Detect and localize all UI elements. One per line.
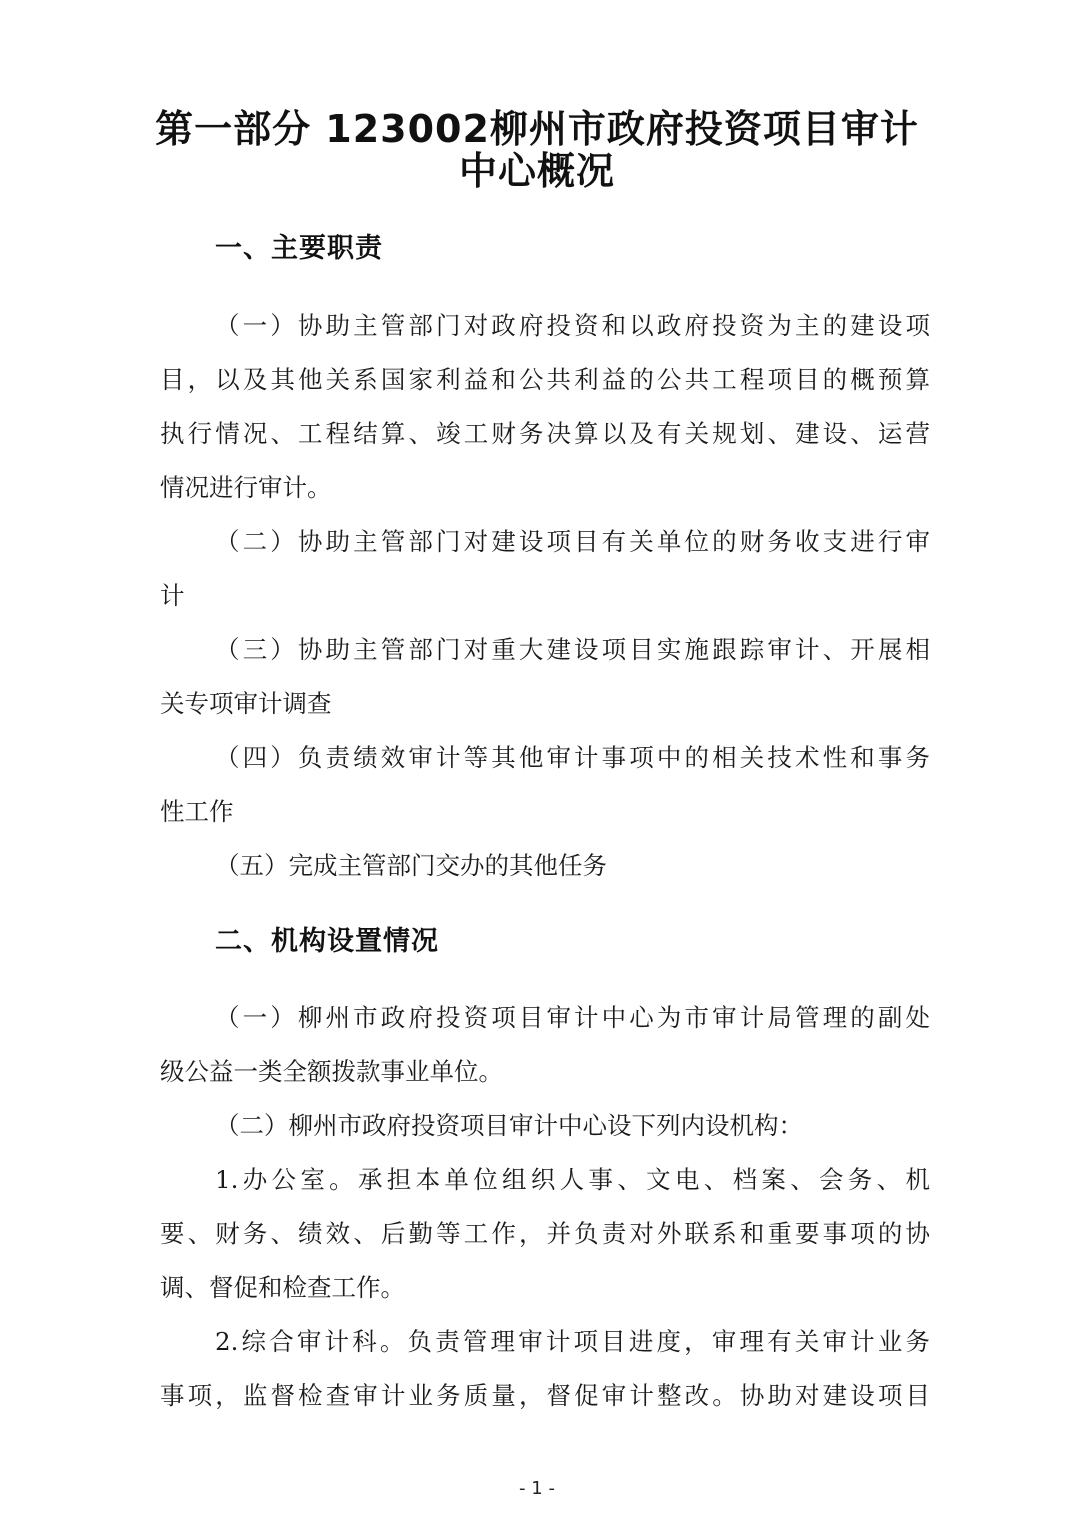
text-line: 计 (160, 581, 185, 610)
text-line: （三）协助主管部门对重大建设项目实施跟踪审计、开展相 (215, 635, 930, 664)
text-line: （一）柳州市政府投资项目审计中心为市审计局管理的副处 (215, 1003, 930, 1032)
text-line: 执行情况、工程结算、竣工财务决算以及有关规划、建设、运营 (160, 419, 930, 448)
text-line: 级公益一类全额拨款事业单位。 (160, 1057, 503, 1086)
section-heading-main-duties: 一、主要职责 (215, 233, 383, 264)
text-line: （一）协助主管部门对政府投资和以政府投资为主的建设项 (215, 311, 930, 340)
page-title-continued: 中心概况 (458, 149, 615, 193)
text-line: 情况进行审计。 (160, 473, 332, 502)
text-line: 1.办公室。承担本单位组织人事、文电、档案、会务、机 (215, 1165, 930, 1194)
text-line: （二）柳州市政府投资项目审计中心设下列内设机构： (215, 1111, 803, 1140)
text-line: 调、督促和检查工作。 (160, 1273, 405, 1302)
paragraph-duty-1 (160, 299, 930, 515)
paragraph-org-2 (160, 1099, 930, 1153)
paragraph-org-1 (160, 991, 930, 1099)
text-line: 性工作 (160, 797, 234, 826)
text-line: 要、财务、绩效、后勤等工作，并负责对外联系和重要事项的协 (160, 1219, 930, 1248)
paragraph-duty-2 (160, 515, 930, 623)
page-title: 第一部分 123002柳州市政府投资项目审计 (155, 107, 919, 151)
paragraph-duty-4 (160, 731, 930, 839)
paragraph-duty-3 (160, 623, 930, 731)
text-line: 关专项审计调查 (160, 689, 332, 718)
text-line: （四）负责绩效审计等其他审计事项中的相关技术性和事务 (215, 743, 930, 772)
text-line: 目，以及其他关系国家利益和公共利益的公共工程项目的概预算 (160, 365, 930, 394)
paragraph-duty-5 (160, 839, 930, 893)
text-line: 事项，监督检查审计业务质量，督促审计整改。协助对建设项目 (160, 1381, 930, 1410)
paragraph-org-office (160, 1153, 930, 1315)
text-line: （二）协助主管部门对建设项目有关单位的财务收支进行审 (215, 527, 930, 556)
section-heading-organization: 二、机构设置情况 (215, 926, 439, 957)
text-line: （五）完成主管部门交办的其他任务 (215, 851, 607, 880)
paragraph-org-audit-dept (160, 1315, 930, 1423)
text-line: 2.综合审计科。负责管理审计项目进度，审理有关审计业务 (215, 1327, 930, 1356)
page-number: - 1 - (519, 1478, 555, 1499)
